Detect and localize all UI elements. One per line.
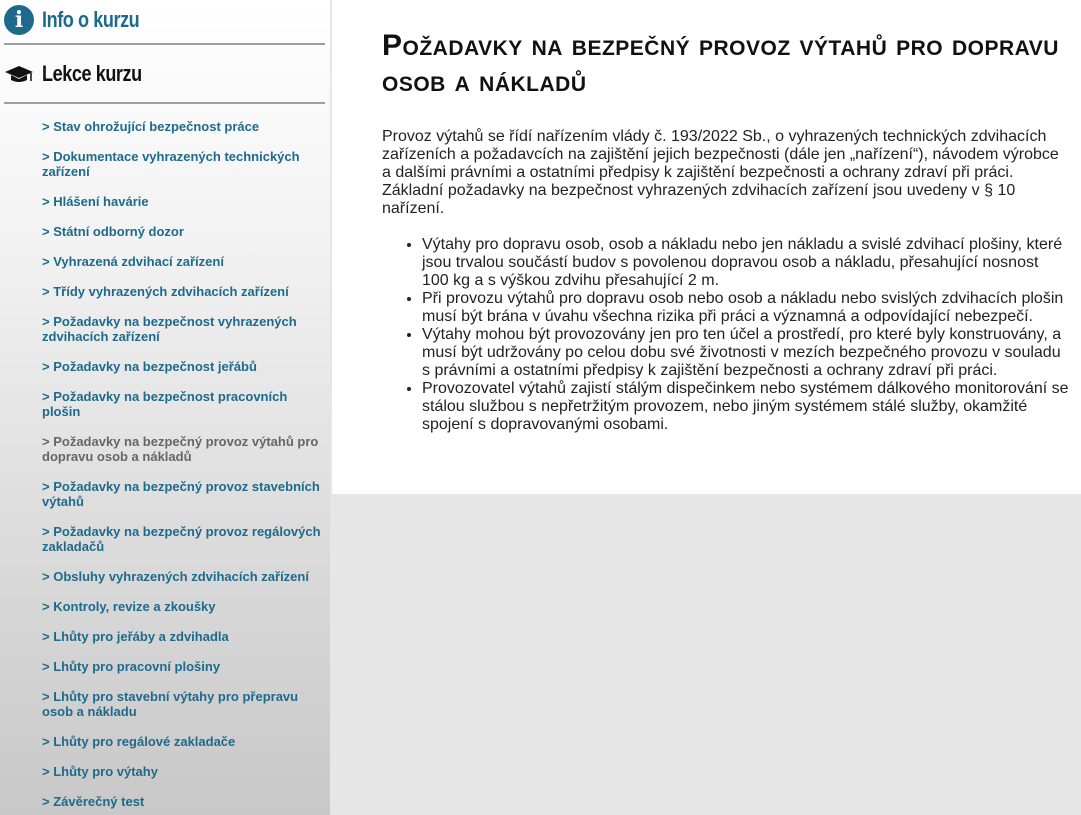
lesson-link[interactable]: > Závěrečný test [42, 794, 145, 809]
requirement-item: • Při provozu výtahů pro dopravu osob nebo osob a nákladu nebo svislých zdvihacích plošin musí být brána v úvahu všechna rizika při práci a významná a odpovídající nebezpečí. [422, 290, 1069, 326]
info-o-kurzu-title[interactable]: Info o kurzu [42, 6, 140, 32]
info-icon: i [4, 5, 34, 35]
lesson-link[interactable]: > Lhůty pro jeřáby a zdvihadla [42, 629, 229, 644]
sidebar [0, 0, 330, 815]
lesson-link[interactable]: > Státní odborný dozor [42, 224, 184, 239]
lekce-kurzu-header [4, 45, 325, 104]
lesson-link[interactable]: > Požadavky na bezpečnost vyhrazených zdvihacích zařízení [42, 314, 297, 344]
lesson-link[interactable]: > Kontroly, revize a zkoušky [42, 599, 216, 614]
lesson-link[interactable]: > Požadavky na bezpečnost jeřábů [42, 359, 257, 374]
lesson-link[interactable]: > Lhůty pro pracovní plošiny [42, 659, 221, 674]
lesson-link[interactable]: > Požadavky na bezpečnost pracovních plošin [42, 389, 288, 419]
lesson-link[interactable]: > Požadavky na bezpečný provoz stavebních výtahů [42, 479, 320, 509]
requirement-item: • Výtahy pro dopravu osob, osob a nákladu nebo jen nákladu a svislé zdvihací plošiny, které jsou trvalou součástí budov s povolenou dopravou osob a nákladu, přesahující nosnost 100 kg a s výškou zdvihu přesahující 2 m. [422, 236, 1069, 290]
lesson-link[interactable]: > Lhůty pro regálové zakladače [42, 734, 236, 749]
requirement-item: • Provozovatel výtahů zajistí stálým dispečinkem nebo systémem dálkového monitorování se stálou službou s nepřetržitým provozem, nebo jiným systémem stálé služby, okamžité spojení s dopravovanými osobami. [422, 380, 1069, 434]
lesson-link[interactable]: > Lhůty pro stavební výtahy pro přepravu osob a nákladu [42, 689, 299, 719]
lesson-link[interactable]: > Obsluhy vyhrazených zdvihacích zařízení [42, 569, 309, 584]
lesson-link[interactable]: > Třídy vyhrazených zdvihacích zařízení [42, 284, 289, 299]
intro-paragraph: Provoz výtahů se řídí nařízením vlády č. 193/2022 Sb., o vyhrazených technických zdvihacích zařízeních a požadavcích na zajištění jejich bezpečnosti (dále jen „nařízení“), návodem výrobce a dalšími právními a ostatními předpisy k zajištění bezpečnosti a ochrany zdraví při práci. Základní požadavky na bezpečnost vyhrazených zdvihacích zařízení jsou uvedeny v § 10 nařízení. [382, 128, 1059, 217]
lesson-link[interactable]: > Požadavky na bezpečný provoz výtahů pro dopravu osob a nákladů [42, 434, 319, 464]
lesson-list [0, 119, 330, 809]
lekce-kurzu-title: Lekce kurzu [42, 60, 142, 86]
lesson-link[interactable]: > Lhůty pro výtahy [42, 764, 158, 779]
requirement-item: • Výtahy mohou být provozovány jen pro ten účel a prostředí, pro které byly konstruovány, a musí být udržovány po celou dobu své životnosti v mezích bezpečného provozu v souladu s právními a ostatními předpisy k zajištění bezpečnosti a ochrany zdraví při práci. [422, 326, 1069, 380]
requirements-list [382, 236, 1069, 434]
lesson-link[interactable]: > Požadavky na bezpečný provoz regálových zakladačů [42, 524, 321, 554]
lesson-link[interactable]: > Stav ohrožující bezpečnost práce [42, 119, 260, 134]
page-title: Požadavky na bezpečný provoz výtahů pro dopravu osob a nákladů [382, 29, 1059, 98]
lesson-link[interactable]: > Vyhrazená zdvihací zařízení [42, 254, 224, 269]
lesson-link[interactable]: > Dokumentace vyhrazených technických zařízení [42, 149, 300, 179]
info-o-kurzu-header[interactable] [4, 0, 325, 45]
main-content [332, 0, 1081, 494]
graduation-cap-icon [4, 62, 34, 86]
lesson-link[interactable]: > Hlášení havárie [42, 194, 149, 209]
